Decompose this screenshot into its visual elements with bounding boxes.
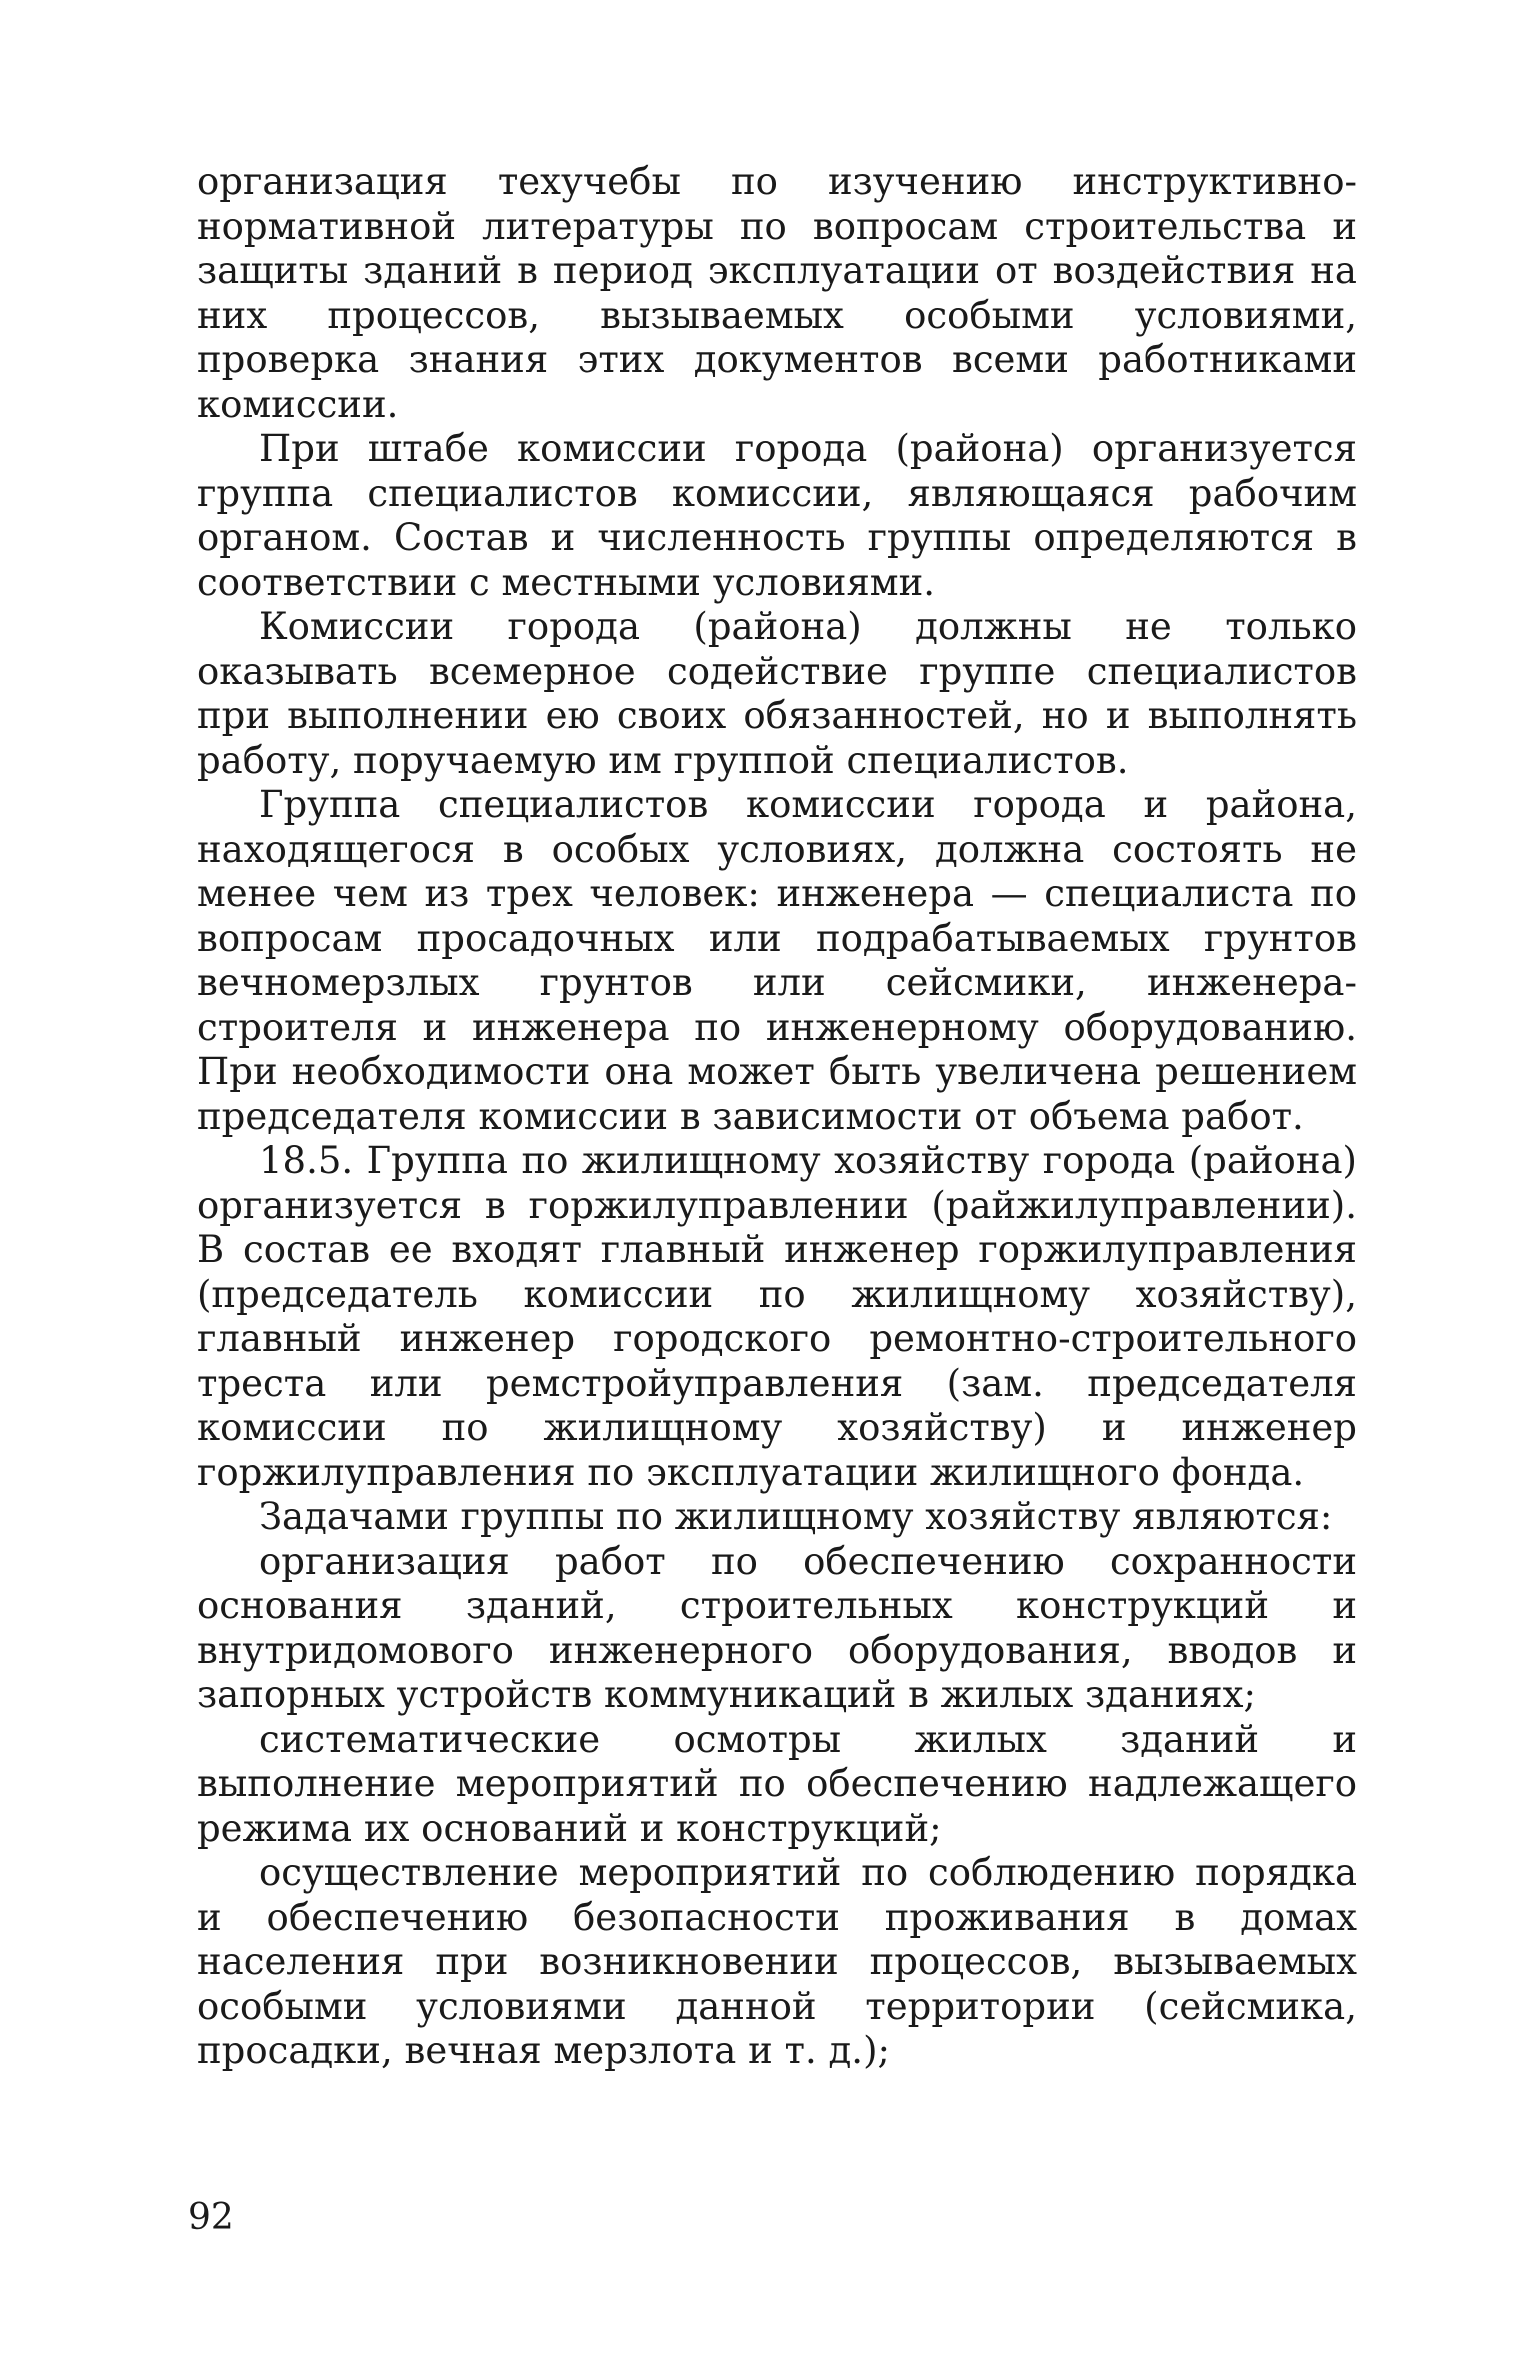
paragraph-7: организация работ по обеспечению сохранности основания зданий, строительных конструкций и внутридомового инженерного оборудования, вводов и запорных устройств коммуникаций в жилых зданиях; bbox=[197, 1539, 1357, 1716]
page-number: 92 bbox=[188, 2197, 234, 2238]
paragraph-1: организация техучебы по изучению инструктивно-нормативной литературы по вопросам строительства и защиты зданий в период эксплуатации от воздействия на них процессов, вызываемых особыми условиями, проверка знания этих документов всеми работниками комиссии. bbox=[197, 160, 1357, 426]
paragraph-2: При штабе комиссии города (района) организуется группа специалистов комиссии, являющаяся рабочим органом. Состав и численность группы определяются в соответствии с местными условиями. bbox=[197, 427, 1357, 604]
body-text bbox=[197, 160, 1357, 2074]
paragraph-9: осуществление мероприятий по соблюдению порядка и обеспечению безопасности проживания в домах населения при возникновении процессов, вызываемых особыми условиями данной территории (сейсмика, просадки, вечная мерзлота и т. д.); bbox=[197, 1851, 1357, 2072]
paragraph-4: Группа специалистов комиссии города и района, находящегося в особых условиях, должна состоять не менее чем из трех человек: инженера — специалиста по вопросам просадочных или подрабатываемых грунтов вечномерзлых грунтов или сейсмики, инженера-строителя и инженера по инженерному оборудованию. При необходимости она может быть увеличена решением председателя комиссии в зависимости от объема работ. bbox=[197, 783, 1357, 1138]
paragraph-5: 18.5. Группа по жилищному хозяйству города (района) организуется в горжилуправлении (райжилуправлении). В состав ее входят главный инженер горжилуправления (председатель комиссии по жилищному хозяйству), главный инженер городского ремонтно-строительного треста или ремстройуправления (зам. председателя комиссии по жилищному хозяйству) и инженер горжилуправления по эксплуатации жилищного фонда. bbox=[197, 1139, 1357, 1494]
paragraph-3: Комиссии города (района) должны не только оказывать всемерное содействие группе специалистов при выполнении ею своих обязанностей, но и выполнять работу, поручаемую им группой специалистов. bbox=[197, 605, 1357, 782]
paragraph-6: Задачами группы по жилищному хозяйству являются: bbox=[259, 1495, 1333, 1538]
paragraph-8: систематические осмотры жилых зданий и выполнение мероприятий по обеспечению надлежащего режима их оснований и конструкций; bbox=[197, 1717, 1357, 1850]
